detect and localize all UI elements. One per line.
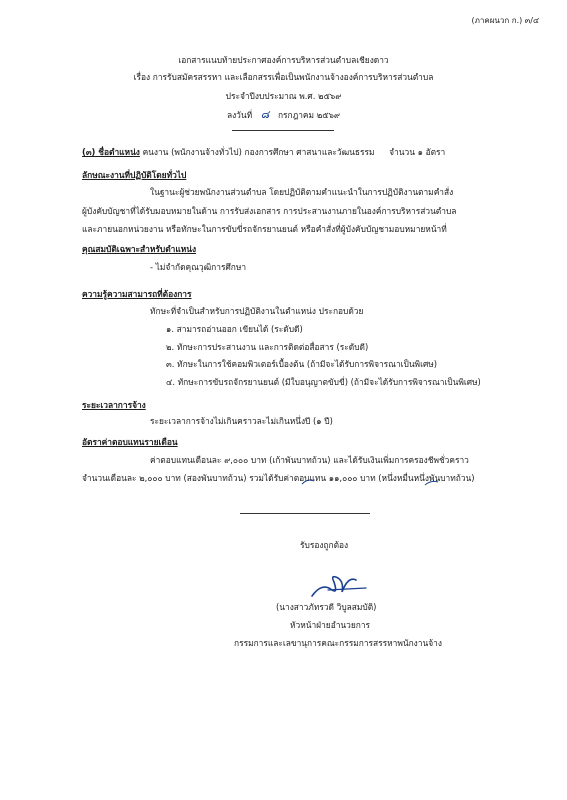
signatory-name: (นางสาวภัทรวดี วิบูลสมบัติ) <box>276 602 377 612</box>
qualifications-heading: คุณสมบัติเฉพาะสำหรับตำแหน่ง <box>82 244 197 254</box>
header-date <box>0 108 567 122</box>
header-line-1: เอกสารแนบท้ายประกาศองค์การบริหารส่วนตำบลเชียงดาว <box>178 55 389 65</box>
position-detail: คนงาน (พนักงานจ้างทั่วไป) กองการศึกษา ศาสนาและวัฒนธรรม <box>142 147 375 157</box>
header-divider <box>232 130 334 131</box>
annex-reference: (ภาคผนวก ก.) ๓/๔ <box>471 16 539 25</box>
signature-image <box>308 568 374 604</box>
skills-item-3: ๓. ทักษะในการใช้คอมพิวเตอร์เบื้องต้น (ถ้ามีจะได้รับการพิจารณาเป็นพิเศษ) <box>166 359 438 369</box>
position-line <box>82 147 445 158</box>
duties-heading: ลักษณะงานที่ปฏิบัติโดยทั่วไป <box>82 170 187 180</box>
skills-item-2: ๒. ทักษะการประสานงาน และการติดต่อสื่อสาร (ระดับดี) <box>166 342 369 352</box>
skills-item-1: ๑. สามารถอ่านออก เขียนได้ (ระดับดี) <box>166 324 303 334</box>
header-line-2: เรื่อง การรับสมัครสรรหา และเลือกสรรเพื่อเป็นพนักงานจ้างองค์การบริหารส่วนตำบล <box>133 72 434 82</box>
section-divider <box>240 513 370 514</box>
term-heading: ระยะเวลาการจ้าง <box>82 400 146 410</box>
date-rest: กรกฎาคม ๒๕๖๙ <box>277 110 341 120</box>
skills-heading: ความรู้ความสามารถที่ต้องการ <box>82 289 192 299</box>
skills-item-4: ๔. ทักษะการขับรถจักรยานยนต์ (มีใบอนุญาตขับขี่) (ถ้ามีจะได้รับการพิจารณาเป็นพิเศษ) <box>166 377 481 387</box>
term-text: ระยะเวลาการจ้างไม่เกินคราวละไม่เกินหนึ่งปี (๑ ปี) <box>150 416 333 426</box>
date-prefix: ลงวันที่ <box>226 110 253 120</box>
position-label: (๓) ชื่อตำแหน่ง <box>82 147 140 157</box>
duties-line-1: ในฐานะผู้ช่วยพนักงานส่วนตำบล โดยปฏิบัติตามคำแนะนำในการปฏิบัติงานตามคำสั่ง <box>150 187 454 197</box>
signatory-title: หัวหน้าฝ่ายอำนวยการ <box>290 620 371 630</box>
skills-intro: ทักษะที่จำเป็นสำหรับการปฏิบัติงานในตำแหน่ง ประกอบด้วย <box>150 306 364 316</box>
handwritten-marks <box>300 466 520 490</box>
pay-heading: อัตราค่าตอบแทนรายเดือน <box>82 437 178 447</box>
certify-text: รับรองถูกต้อง <box>300 540 349 550</box>
duties-line-3: และภายนอกหน่วยงาน หรือทักษะในการขับขี่รถจักรยานยนต์ หรือคำสั่งที่ผู้บังคับบัญชามอบหมายหน้าที่ <box>82 224 447 234</box>
date-day-handwritten: ๘ <box>260 108 270 121</box>
qualifications-item: - ไม่จำกัดคุณวุฒิการศึกษา <box>150 262 247 272</box>
pay-line-1: ค่าตอบแทนเดือนละ ๙,๐๐๐ บาท (เก้าพันบาทถ้วน) และได้รับเงินเพิ่มการครองชีพชั่วคราว <box>150 455 469 465</box>
duties-line-2: ผู้บังคับบัญชาที่ได้รับมอบหมายในด้าน การรับส่งเอกสาร การประสานงานภายในองค์การบริหารส่วนตำบล <box>82 206 457 216</box>
pay-line-2: จำนวนเดือนละ ๒,๐๐๐ บาท (สองพันบาทถ้วน) รวมได้รับค่าตอบแทน ๑๑,๐๐๐ บาท (หนึ่งหมื่นหนึ่งพันบาทถ้วน) <box>82 473 475 483</box>
header-line-3: ประจำปีงบประมาณ พ.ศ. ๒๕๖๙ <box>225 91 342 101</box>
position-quota: จำนวน ๑ อัตรา <box>389 147 446 157</box>
signatory-organization: กรรมการและเลขานุการคณะกรรมการสรรหาพนักงานจ้าง <box>234 638 442 648</box>
